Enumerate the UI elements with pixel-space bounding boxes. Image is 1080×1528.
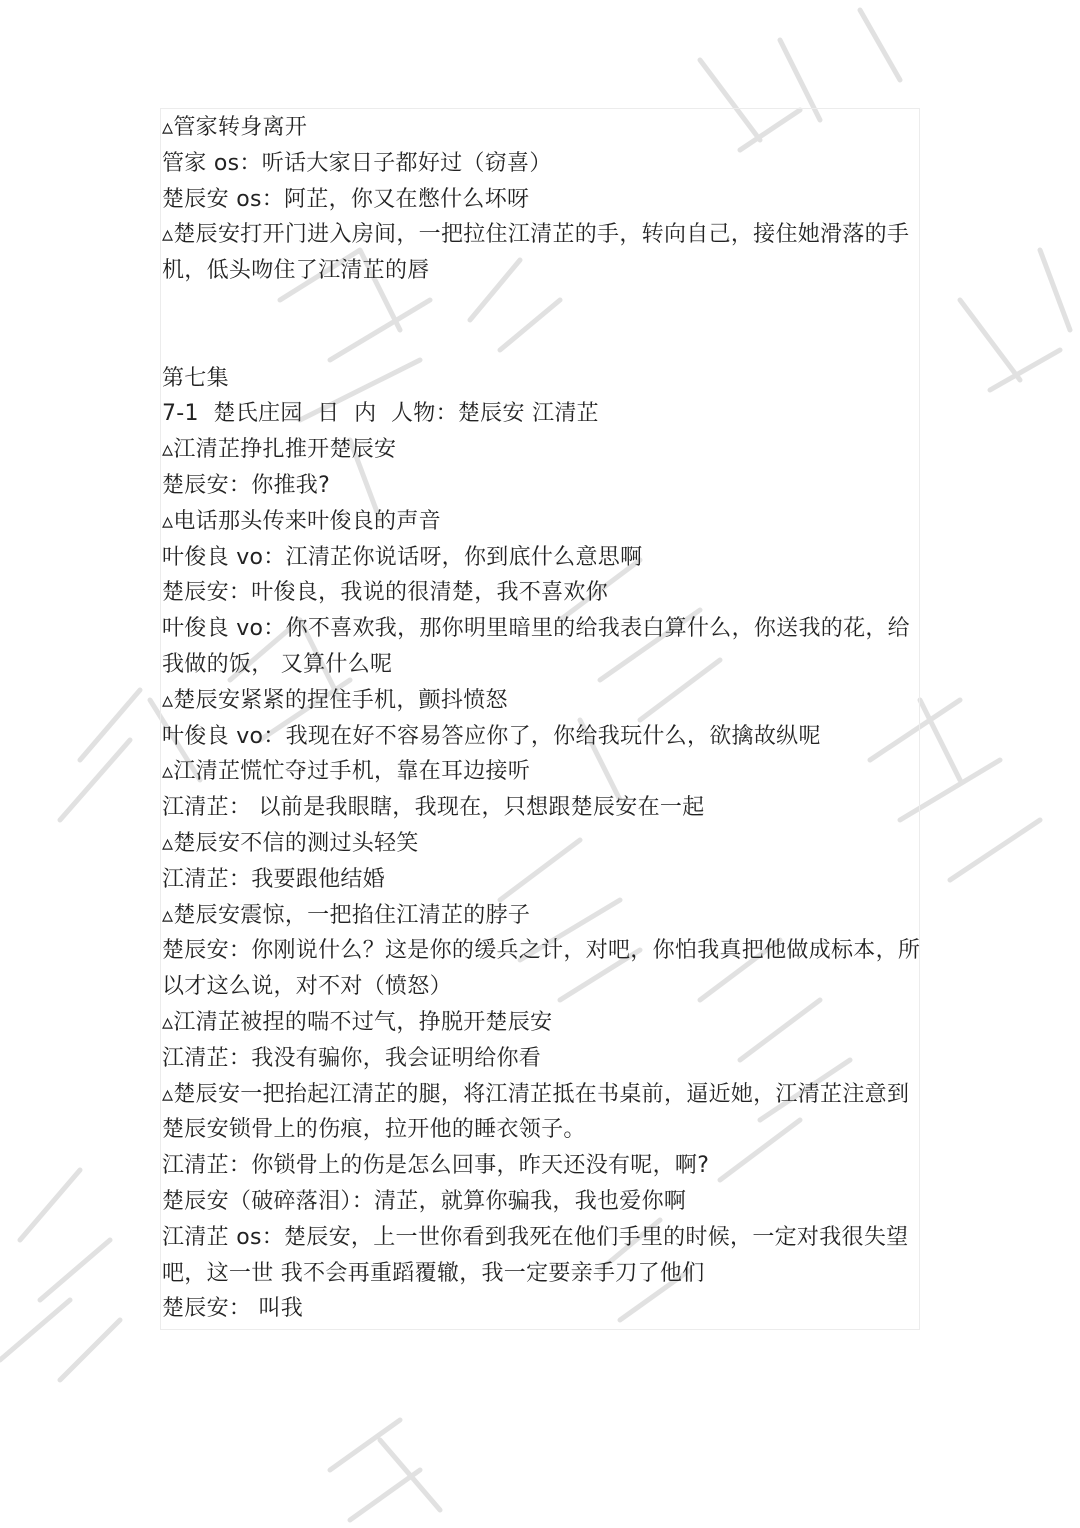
episode-title: 第七集: [162, 365, 229, 391]
dialogue-line: 叶俊良 vo：我现在好不容易答应你了，你给我玩什么，欲擒故纵呢: [162, 723, 821, 749]
dialogue-line: 楚辰安：叶俊良，我说的很清楚，我不喜欢你: [162, 580, 609, 606]
action-line: ▵楚辰安紧紧的捏住手机，颤抖愤怒: [162, 687, 508, 713]
action-line: ▵楚辰安一把抬起江清芷的腿，将江清芷抵在书桌前，逼近她，江清芷注意到楚辰安锁骨上的伤痕，拉开他的睡衣领子。: [162, 1081, 910, 1143]
script-document: [162, 110, 922, 1327]
dialogue-line: 江清芷：我没有骗你，我会证明给你看: [162, 1045, 542, 1071]
episode-section: [162, 361, 922, 1328]
section-spacer: [162, 289, 922, 361]
action-line: ▵楚辰安不信的测过头轻笑: [162, 830, 419, 856]
dialogue-line: 楚辰安（破碎落泪）：清芷，就算你骗我，我也爱你啊: [162, 1188, 687, 1214]
action-line: ▵电话那头传来叶俊良的声音: [162, 508, 441, 534]
dialogue-line: 管家 os：听话大家日子都好过（窃喜）: [162, 150, 552, 176]
dialogue-line: 江清芷：我要跟他结婚: [162, 866, 386, 892]
action-line: ▵江清芷被捏的喘不过气，挣脱开楚辰安: [162, 1009, 553, 1035]
action-line: ▵江清芷挣扎推开楚辰安: [162, 437, 397, 463]
scene-heading: 7-1 楚氏庄园 日 内 人物：楚辰安 江清芷: [162, 401, 599, 427]
dialogue-line: 叶俊良 vo：你不喜欢我，那你明里暗里的给我表白算什么，你送我的花，给我做的饭， 又算什么呢: [162, 616, 910, 677]
action-line: ▵楚辰安震惊，一把掐住江清芷的脖子: [162, 902, 531, 928]
dialogue-line: 楚辰安： 叫我: [162, 1296, 304, 1322]
action-line: ▵楚辰安打开门进入房间，一把拉住江清芷的手，转向自己，接住她滑落的手机，低头吻住了江清芷的唇: [162, 222, 910, 284]
dialogue-line: 江清芷：你锁骨上的伤是怎么回事，昨天还没有呢，啊?: [162, 1153, 710, 1179]
action-line: ▵管家转身离开: [162, 115, 308, 140]
dialogue-line: 叶俊良 vo：江清芷你说话呀，你到底什么意思啊: [162, 544, 643, 570]
dialogue-line: 江清芷： 以前是我眼瞎，我现在，只想跟楚辰安在一起: [162, 795, 705, 821]
dialogue-line: 江清芷 os：楚辰安，上一世你看到我死在他们手里的时候，一定对我很失望吧，这一世 我不会再重蹈覆辙，我一定要亲手刀了他们: [162, 1224, 909, 1286]
dialogue-line: 楚辰安：你刚说什么？这是你的缓兵之计，对吧，你怕我真把他做成标本，所以才这么说，对不对（愤怒）: [162, 938, 921, 1000]
dialogue-line: 楚辰安 os：阿芷，你又在憋什么坏呀: [162, 186, 530, 212]
dialogue-line: 楚辰安：你推我?: [162, 472, 331, 498]
previous-scene: [162, 110, 922, 289]
action-line: ▵江清芷慌忙夺过手机，靠在耳边接听: [162, 759, 531, 785]
